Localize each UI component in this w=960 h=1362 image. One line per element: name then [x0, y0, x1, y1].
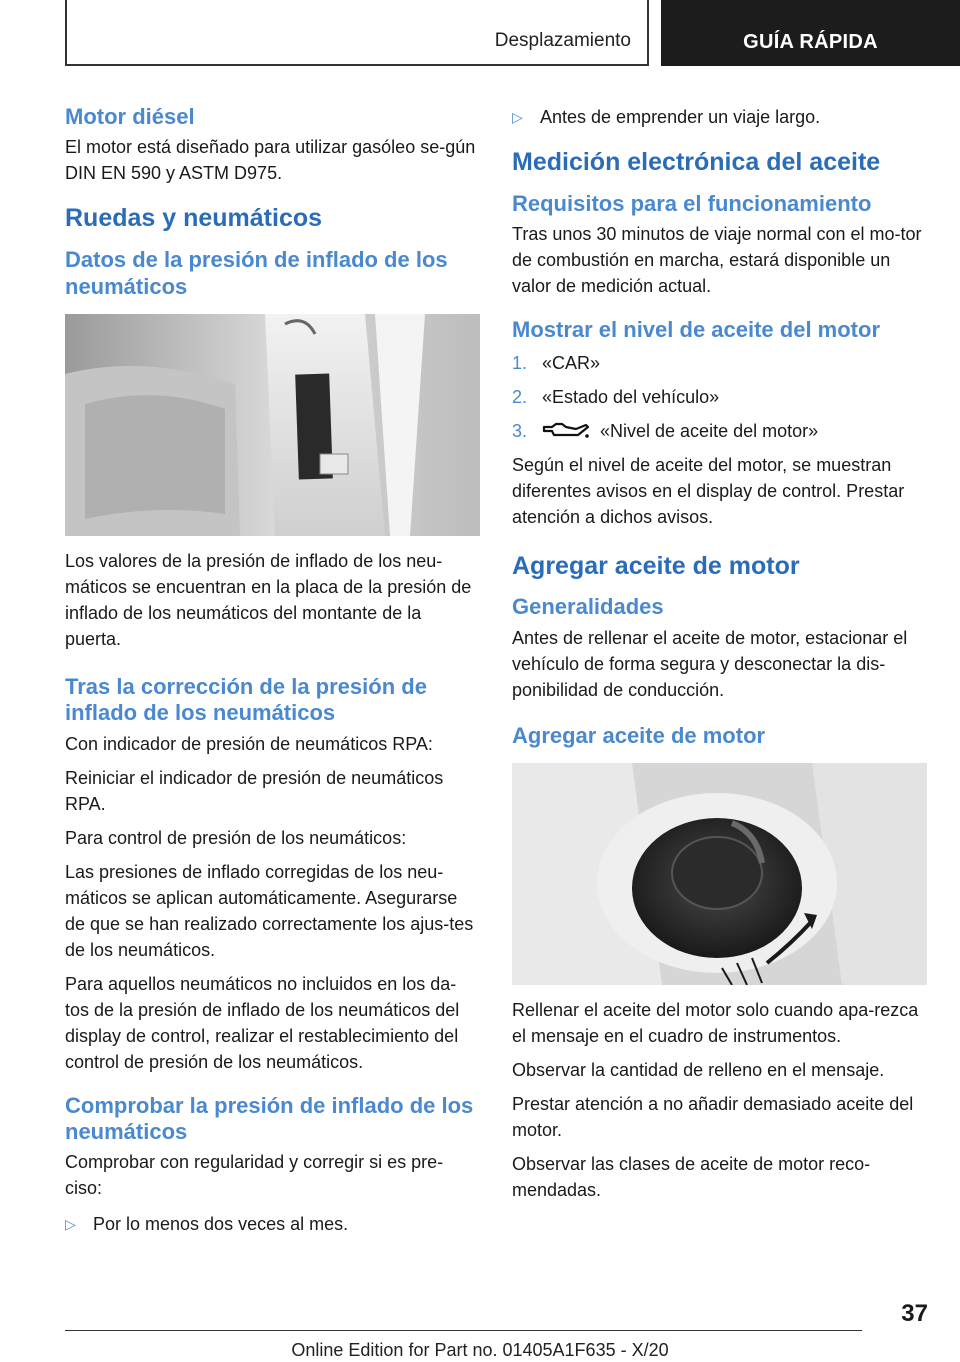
step-number: 3. — [512, 420, 528, 441]
step-1 — [512, 350, 928, 376]
oil-can-icon — [542, 421, 590, 441]
paragraph-comprobar: Comprobar con regularidad y corregir si es pre-ciso: — [65, 1152, 444, 1199]
page-header — [65, 0, 960, 66]
heading-mostrar-nivel: Mostrar el nivel de aceite del motor — [512, 317, 881, 343]
bullet-text: Por lo menos dos veces al mes. — [93, 1214, 349, 1235]
left-column — [65, 104, 480, 1247]
paragraph-valores: Los valores de la presión de inflado de los neu-máticos se encuentran en la placa de la presión de inflado de los neumáticos del montante de la puerta. — [65, 550, 472, 649]
heading-requisitos: Requisitos para el funcionamiento — [512, 190, 872, 216]
heading-comprobar-presion: Comprobar la presión de inflado de los neumáticos — [65, 1092, 474, 1145]
step-text: «CAR» — [542, 352, 601, 373]
heading-ruedas-neumaticos: Ruedas y neumáticos — [65, 204, 323, 233]
paragraph-rpa: Con indicador de presión de neumáticos RPA: — [65, 733, 433, 754]
header-frame — [65, 0, 649, 66]
paragraph-atencion: Prestar atención a no añadir demasiado aceite del motor. — [512, 1094, 914, 1141]
figure-oil-cap — [512, 763, 927, 985]
paragraph-clases: Observar las clases de aceite de motor reco-mendadas. — [512, 1154, 871, 1201]
heading-generalidades: Generalidades — [512, 594, 664, 620]
header-tab-guia-rapida: GUÍA RÁPIDA — [661, 0, 960, 66]
bullet-item-viaje-largo — [512, 104, 928, 130]
bullet-text: Antes de emprender un viaje largo. — [540, 107, 821, 127]
oil-cap-illustration — [512, 763, 927, 985]
step-2 — [512, 384, 928, 410]
step-3 — [512, 418, 928, 444]
step-text: «Estado del vehículo» — [542, 386, 720, 407]
paragraph-generalidades: Antes de rellenar el aceite de motor, estacionar el vehículo de forma segura y desconectar la dis-ponibilidad de conducción. — [512, 627, 908, 700]
paragraph-diesel: El motor está diseñado para utilizar gasóleo se-gún DIN EN 590 y ASTM D975. — [65, 137, 476, 184]
step-number: 1. — [512, 352, 528, 373]
paragraph-requisitos: Tras unos 30 minutos de viaje normal con el mo-tor de combustión en marcha, estará disponible un valor de medición actual. — [512, 224, 922, 297]
header-section-title: Desplazamiento — [494, 30, 631, 51]
triangle-right-icon: ▷ — [65, 1216, 76, 1233]
heading-motor-diesel: Motor diésel — [65, 104, 195, 129]
page-number: 37 — [901, 1300, 928, 1327]
paragraph-control: Para control de presión de los neumáticos: — [65, 827, 407, 848]
paragraph-reiniciar: Reiniciar el indicador de presión de neumáticos RPA. — [65, 767, 444, 814]
step-number: 2. — [512, 386, 528, 407]
figure-door-pillar — [65, 314, 480, 536]
heading-medicion-electronica: Medición electrónica del aceite — [512, 148, 881, 176]
paragraph-segun-nivel: Según el nivel de aceite del motor, se muestran diferentes avisos en el display de control. Prestar atención a dichos avisos. — [512, 454, 905, 527]
paragraph-aquellos: Para aquellos neumáticos no incluidos en los da-tos de la presión de inflado de los neumáticos del display de control, realizar el restablecimiento del control de presión de los neumáticos. — [65, 973, 460, 1072]
paragraph-rellenar: Rellenar el aceite del motor solo cuando apa-rezca el mensaje en el cuadro de instrumentos. — [512, 1000, 919, 1047]
step-text: «Nivel de aceite del motor» — [600, 420, 819, 441]
paragraph-presiones: Las presiones de inflado corregidas de los neu-máticos se aplican automáticamente. Asegurarse de que se han realizado correctamente los ajus-tes de los neumáticos. — [65, 861, 474, 960]
triangle-right-icon: ▷ — [512, 109, 523, 125]
footer-edition: Online Edition for Part no. 01405A1F635 - X/20 — [291, 1340, 669, 1360]
bullet-item-dos-veces — [65, 1211, 480, 1237]
paragraph-cantidad: Observar la cantidad de relleno en el mensaje. — [512, 1060, 885, 1081]
heading-datos-presion: Datos de la presión de inflado de los neumáticos — [65, 247, 448, 299]
footer-divider — [65, 1330, 862, 1331]
door-pillar-illustration — [65, 314, 480, 536]
right-column — [512, 104, 928, 1211]
heading-agregar-aceite-sub: Agregar aceite de motor — [512, 722, 766, 748]
heading-agregar-aceite: Agregar aceite de motor — [512, 551, 800, 580]
heading-tras-correccion: Tras la corrección de la presión de inflado de los neumáticos — [65, 673, 427, 726]
